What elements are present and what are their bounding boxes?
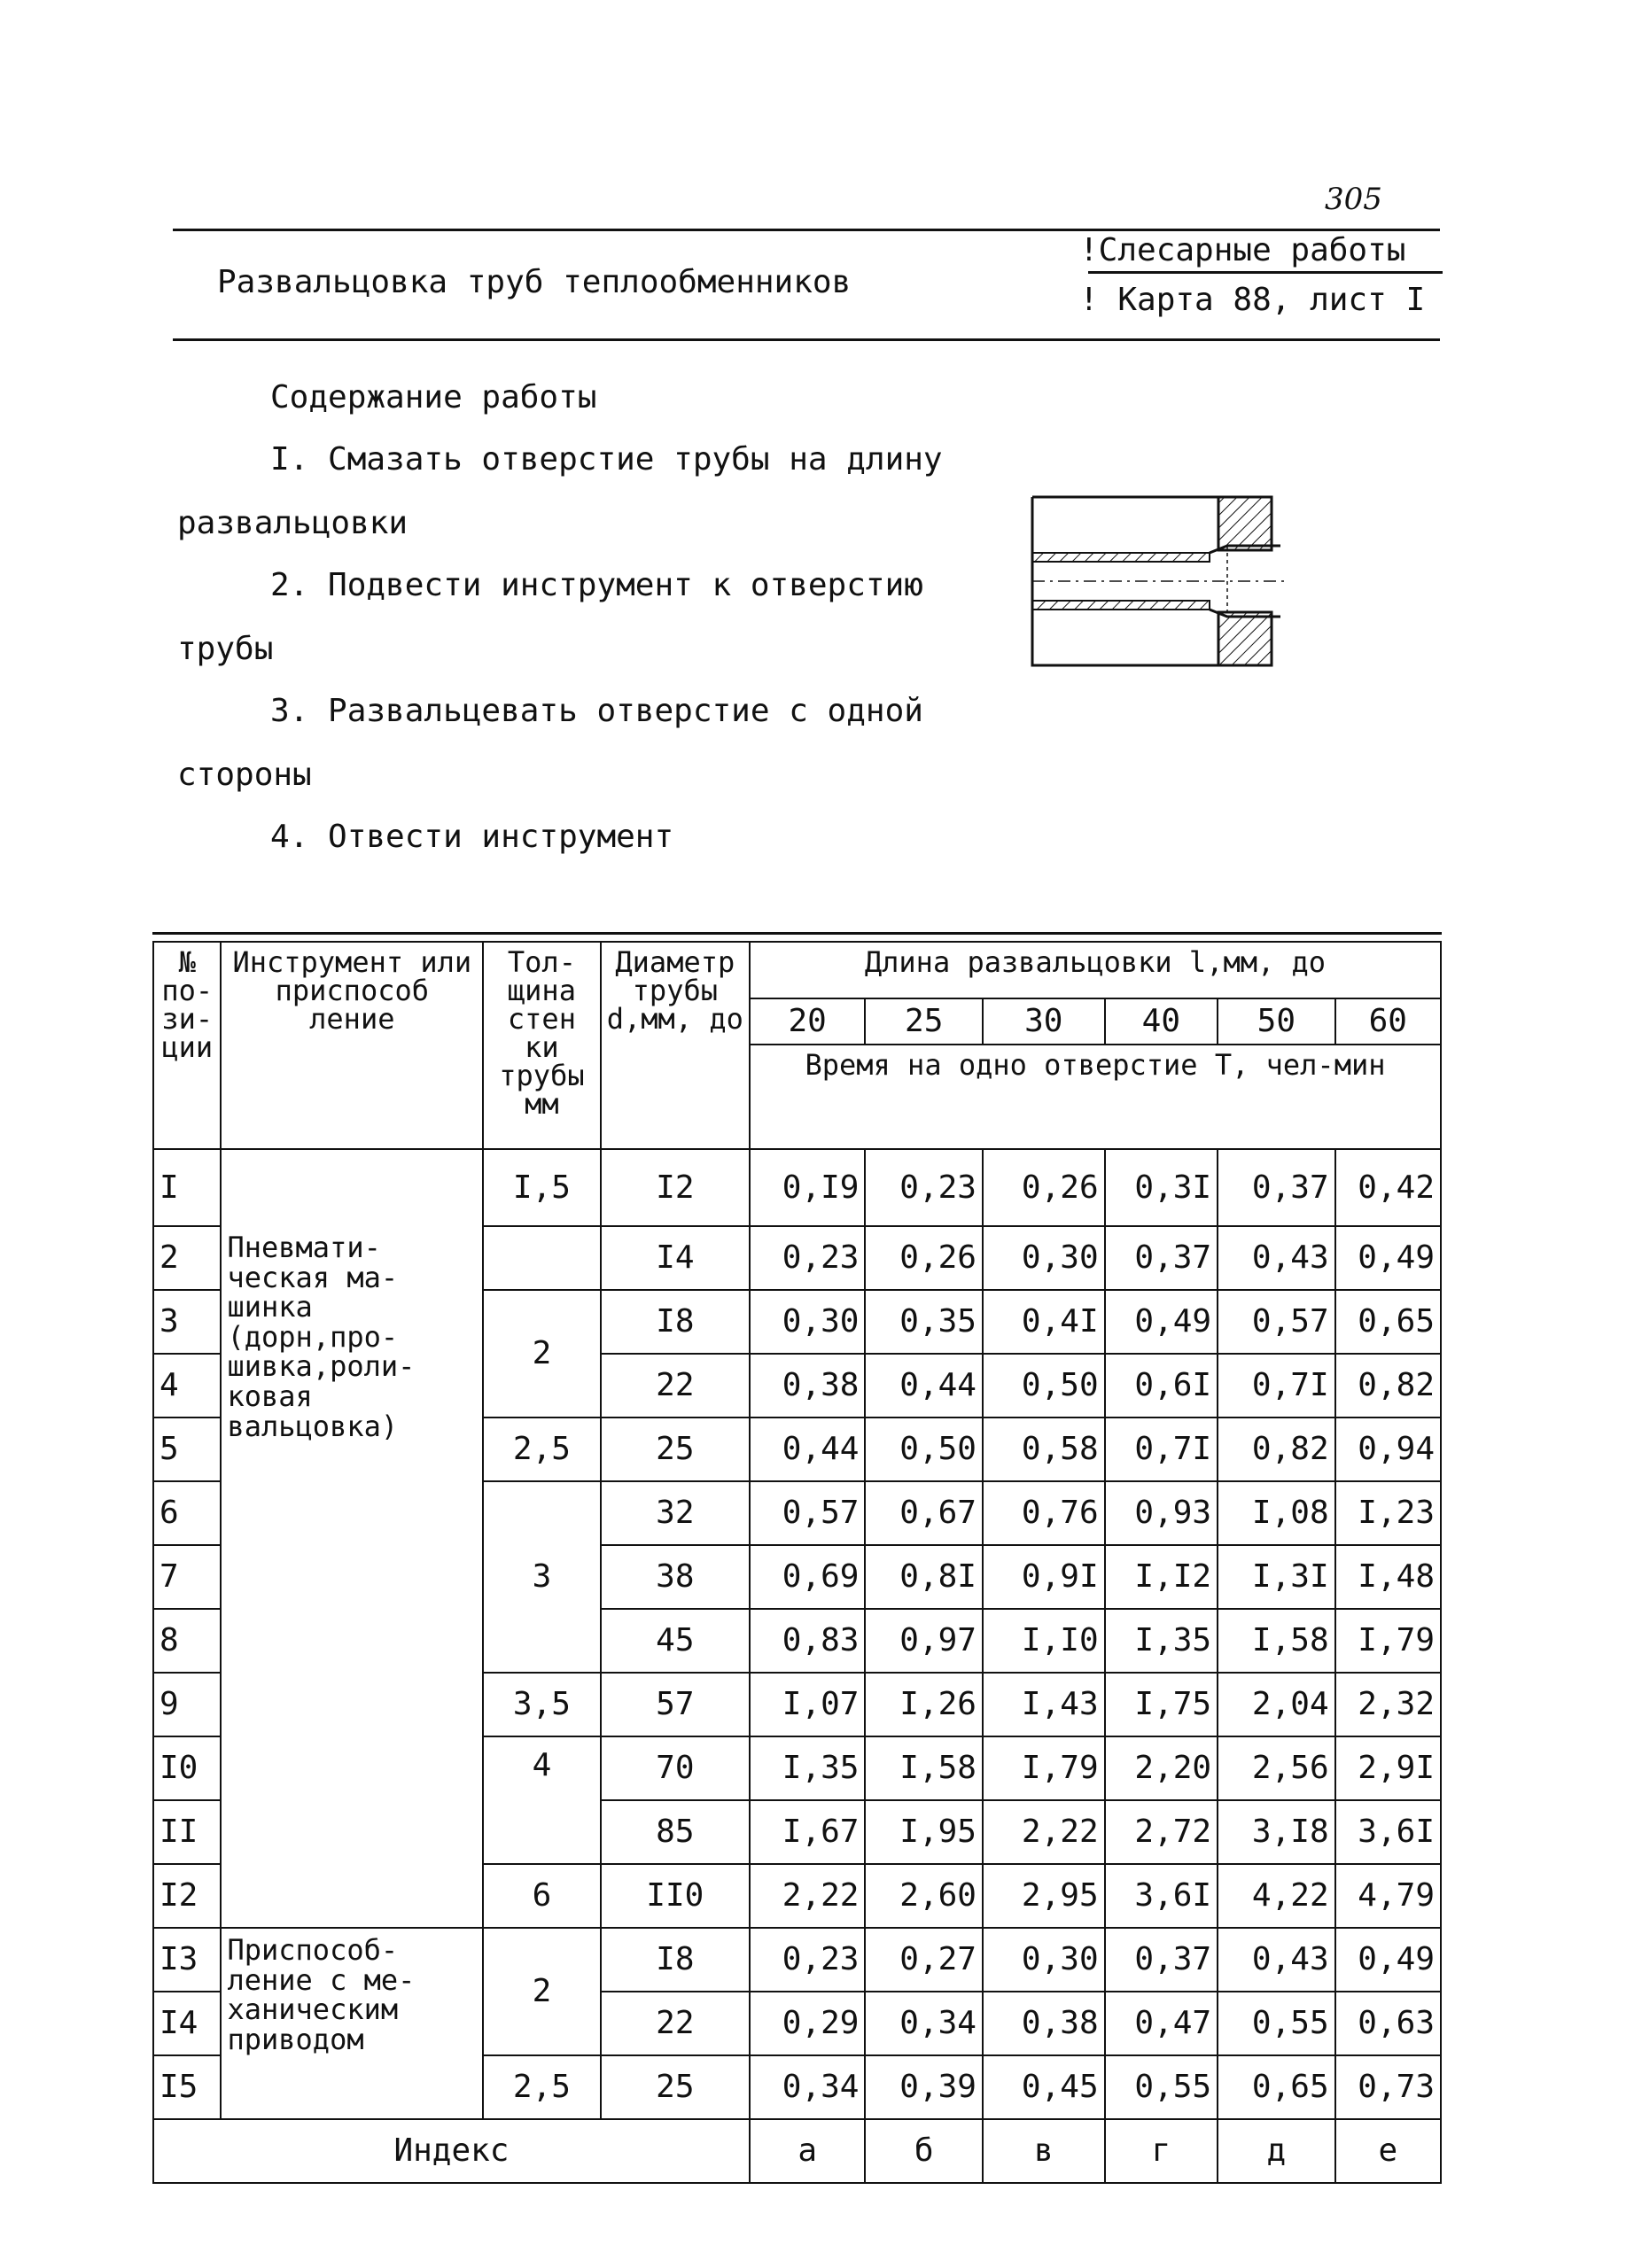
table-row: [153, 1928, 1441, 1992]
row-value: 0,47: [1105, 1992, 1218, 2055]
header-tool: Инструмент или приспособ ление: [221, 942, 483, 1149]
header-diameter: Диаметр трубы d,мм, до: [601, 942, 750, 1149]
row-value: 0,9I: [983, 1545, 1105, 1609]
row-value: 0,43: [1218, 1226, 1335, 1290]
row-value: 0,8I: [865, 1545, 983, 1609]
tool-group-pneumatic: Пневмати- ческая ма- шинка (дорн,про- шивка,роли- ковая вальцовка): [221, 1226, 483, 1928]
length-col: 40: [1105, 998, 1218, 1045]
row-value: 0,73: [1335, 2055, 1441, 2119]
row-value: 0,63: [1335, 1992, 1441, 2055]
step-3-cont: стороны: [177, 757, 312, 793]
row-value: 0,58: [983, 1418, 1105, 1481]
row-value: 0,23: [865, 1149, 983, 1226]
row-value: I,I2: [1105, 1545, 1218, 1609]
row-wall: 3,5: [483, 1673, 601, 1736]
row-value: 2,22: [983, 1800, 1105, 1864]
row-diameter: 38: [601, 1545, 750, 1609]
row-value: I,35: [1105, 1609, 1218, 1673]
row-diameter: I8: [601, 1290, 750, 1354]
tool-group-mechanical: Приспособ- ление с ме- ханическим приводом: [221, 1928, 483, 2119]
step-4: 4. Отвести инструмент: [270, 819, 674, 855]
length-col: 25: [865, 998, 983, 1045]
row-diameter: 45: [601, 1609, 750, 1673]
row-wall: [483, 1226, 601, 1290]
row-value: 2,22: [750, 1864, 866, 1928]
index-letter: г: [1105, 2119, 1218, 2183]
row-wall: 3: [483, 1481, 601, 1673]
row-diameter: 70: [601, 1736, 750, 1800]
row-value: I,75: [1105, 1673, 1218, 1736]
row-wall: 4: [483, 1736, 601, 1864]
row-diameter: 25: [601, 1418, 750, 1481]
row-value: 0,82: [1335, 1354, 1441, 1418]
row-position: II: [153, 1800, 221, 1864]
row-value: 0,43: [1218, 1928, 1335, 1992]
row-position: I5: [153, 2055, 221, 2119]
row-value: 0,37: [1105, 1928, 1218, 1992]
row-position: 6: [153, 1481, 221, 1545]
row-diameter: 22: [601, 1354, 750, 1418]
index-letter: е: [1335, 2119, 1441, 2183]
row-position: I4: [153, 1992, 221, 2055]
header-top-rule: [173, 229, 1440, 231]
row-wall: 2: [483, 1290, 601, 1418]
row-value: I,48: [1335, 1545, 1441, 1609]
section-label: !Слесарные работы: [1079, 232, 1406, 268]
row-wall: 6: [483, 1864, 601, 1928]
row-value: 0,55: [1105, 2055, 1218, 2119]
length-col: 50: [1218, 998, 1335, 1045]
tube-flaring-diagram: [1028, 493, 1294, 670]
row-value: 0,26: [865, 1226, 983, 1290]
row-value: 0,45: [983, 2055, 1105, 2119]
row-value: 0,29: [750, 1992, 866, 2055]
row-value: I,07: [750, 1673, 866, 1736]
row-value: 0,34: [750, 2055, 866, 2119]
row-position: 5: [153, 1418, 221, 1481]
row-value: 2,56: [1218, 1736, 1335, 1800]
row-position: I2: [153, 1864, 221, 1928]
row-diameter: II0: [601, 1864, 750, 1928]
row-value: 0,38: [750, 1354, 866, 1418]
row-value: 3,6I: [1335, 1800, 1441, 1864]
header-bottom-rule: [173, 338, 1440, 341]
row-value: 0,44: [865, 1354, 983, 1418]
row-value: 0,I9: [750, 1149, 866, 1226]
row-value: I,08: [1218, 1481, 1335, 1545]
row-value: 0,37: [1105, 1226, 1218, 1290]
header-length-title: Длина развальцовки l,мм, до: [750, 942, 1441, 998]
row-value: I,3I: [1218, 1545, 1335, 1609]
row-value: 0,27: [865, 1928, 983, 1992]
step-2: 2. Подвести инструмент к отверстию: [270, 567, 923, 603]
row-value: I,79: [1335, 1609, 1441, 1673]
row-value: 2,32: [1335, 1673, 1441, 1736]
row-diameter: I2: [601, 1149, 750, 1226]
row-value: I,I0: [983, 1609, 1105, 1673]
row-value: 0,50: [983, 1354, 1105, 1418]
index-row: [153, 2119, 1441, 2183]
row-value: I,95: [865, 1800, 983, 1864]
row-value: 0,26: [983, 1149, 1105, 1226]
length-col: 20: [750, 998, 866, 1045]
row-diameter: 22: [601, 1992, 750, 2055]
row-value: 0,49: [1335, 1928, 1441, 1992]
row-diameter: 85: [601, 1800, 750, 1864]
row-value: 0,55: [1218, 1992, 1335, 2055]
row-position: 8: [153, 1609, 221, 1673]
index-letter: а: [750, 2119, 866, 2183]
index-letter: в: [983, 2119, 1105, 2183]
row-value: 0,82: [1218, 1418, 1335, 1481]
row-value: 0,83: [750, 1609, 866, 1673]
index-letter: б: [865, 2119, 983, 2183]
header-wall: Тол- щина стен ки трубы мм: [483, 942, 601, 1149]
row-value: I,35: [750, 1736, 866, 1800]
row-diameter: 32: [601, 1481, 750, 1545]
row-value: 3,I8: [1218, 1800, 1335, 1864]
row-position: 7: [153, 1545, 221, 1609]
document-title: Развальцовка труб теплообменников: [217, 264, 852, 300]
row-value: 0,42: [1335, 1149, 1441, 1226]
row-value: 0,37: [1218, 1149, 1335, 1226]
row-value: 0,7I: [1218, 1354, 1335, 1418]
row-value: I,58: [865, 1736, 983, 1800]
row-value: 0,69: [750, 1545, 866, 1609]
row-value: 0,57: [750, 1481, 866, 1545]
row-value: 0,57: [1218, 1290, 1335, 1354]
row-position: I: [153, 1149, 221, 1226]
row-position: 4: [153, 1354, 221, 1418]
row-value: 0,3I: [1105, 1149, 1218, 1226]
row-value: 0,6I: [1105, 1354, 1218, 1418]
step-2-cont: трубы: [177, 631, 274, 667]
row-value: 0,67: [865, 1481, 983, 1545]
row-value: 0,94: [1335, 1418, 1441, 1481]
row-value: I,43: [983, 1673, 1105, 1736]
row-wall: 2,5: [483, 2055, 601, 2119]
row-value: I,26: [865, 1673, 983, 1736]
row-value: 0,39: [865, 2055, 983, 2119]
row-position: 2: [153, 1226, 221, 1290]
index-label: Индекс: [153, 2119, 750, 2183]
page-number: 305: [1325, 182, 1382, 217]
step-1-cont: развальцовки: [177, 505, 408, 541]
row-value: 0,30: [750, 1290, 866, 1354]
row-value: 0,49: [1105, 1290, 1218, 1354]
row-value: 4,79: [1335, 1864, 1441, 1928]
header-time-title: Время на одно отверстие Т, чел-мин: [750, 1045, 1441, 1149]
row-wall: 2,5: [483, 1418, 601, 1481]
table-top-rule: [152, 932, 1442, 935]
header-position: № по- зи- ции: [153, 942, 221, 1149]
row-value: 0,76: [983, 1481, 1105, 1545]
row-value: 0,30: [983, 1226, 1105, 1290]
row-position: I0: [153, 1736, 221, 1800]
row-value: I,67: [750, 1800, 866, 1864]
row-position: 9: [153, 1673, 221, 1736]
table-row: [153, 1226, 1441, 1290]
step-3: 3. Развальцевать отверстие с одной: [270, 693, 923, 729]
row-value: I,23: [1335, 1481, 1441, 1545]
length-col: 30: [983, 998, 1105, 1045]
row-wall: 2: [483, 1928, 601, 2055]
row-value: 0,38: [983, 1992, 1105, 2055]
row-value: 0,50: [865, 1418, 983, 1481]
row-value: 4,22: [1218, 1864, 1335, 1928]
row-value: I,58: [1218, 1609, 1335, 1673]
row-value: 2,9I: [1335, 1736, 1441, 1800]
row-position: I3: [153, 1928, 221, 1992]
row-value: 0,4I: [983, 1290, 1105, 1354]
row-value: 0,23: [750, 1226, 866, 1290]
card-label: ! Карта 88, лист I: [1079, 282, 1426, 318]
tool-empty: [221, 1149, 483, 1226]
table-row: [153, 1149, 1441, 1226]
row-value: 0,23: [750, 1928, 866, 1992]
index-letter: д: [1218, 2119, 1335, 2183]
norm-table: [152, 941, 1442, 2184]
row-value: 0,34: [865, 1992, 983, 2055]
row-value: 0,44: [750, 1418, 866, 1481]
row-diameter: I4: [601, 1226, 750, 1290]
row-value: 0,93: [1105, 1481, 1218, 1545]
row-position: 3: [153, 1290, 221, 1354]
row-value: 2,60: [865, 1864, 983, 1928]
content-title: Содержание работы: [270, 379, 597, 416]
row-value: 0,30: [983, 1928, 1105, 1992]
length-col: 60: [1335, 998, 1441, 1045]
row-diameter: 57: [601, 1673, 750, 1736]
row-diameter: I8: [601, 1928, 750, 1992]
row-value: 2,95: [983, 1864, 1105, 1928]
row-value: I,79: [983, 1736, 1105, 1800]
row-value: 2,20: [1105, 1736, 1218, 1800]
row-wall: I,5: [483, 1149, 601, 1226]
step-1: I. Смазать отверстие трубы на длину: [270, 441, 943, 478]
row-value: 0,49: [1335, 1226, 1441, 1290]
row-value: 0,97: [865, 1609, 983, 1673]
row-value: 2,04: [1218, 1673, 1335, 1736]
row-value: 2,72: [1105, 1800, 1218, 1864]
row-value: 0,7I: [1105, 1418, 1218, 1481]
row-value: 3,6I: [1105, 1864, 1218, 1928]
row-value: 0,65: [1218, 2055, 1335, 2119]
row-value: 0,35: [865, 1290, 983, 1354]
row-value: 0,65: [1335, 1290, 1441, 1354]
section-underline: [1088, 271, 1443, 274]
row-diameter: 25: [601, 2055, 750, 2119]
